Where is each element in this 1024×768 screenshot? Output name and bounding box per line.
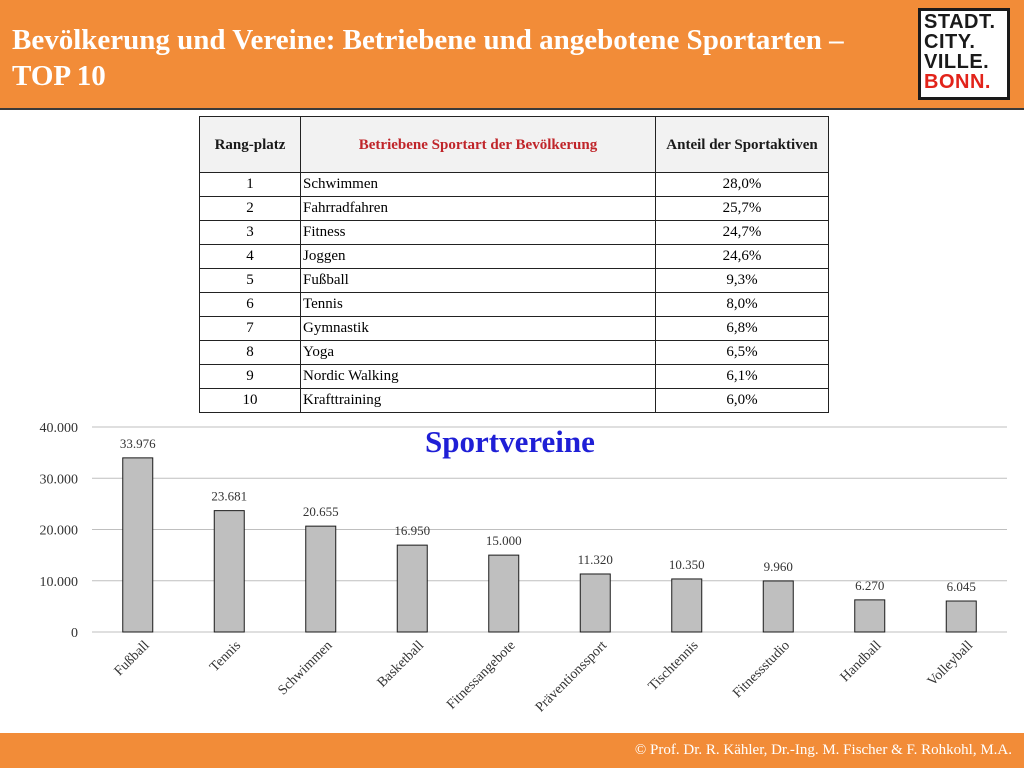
y-tick-label: 40.000 <box>39 421 78 436</box>
logo-line-3: VILLE. <box>924 51 990 73</box>
sport-cell: Krafttraining <box>301 389 656 413</box>
sport-cell: Nordic Walking <box>301 365 656 389</box>
table-row <box>200 197 829 221</box>
sport-cell: Fußball <box>301 269 656 293</box>
y-tick-label: 20.000 <box>39 523 78 539</box>
col-header-share: Anteil der Sportaktiven <box>656 117 829 173</box>
share-cell: 6,8% <box>656 317 829 341</box>
data-label: 6.270 <box>855 577 885 593</box>
x-tick-label: Tennis <box>207 638 245 676</box>
rank-cell: 1 <box>200 173 301 197</box>
x-tick-label: Fußball <box>111 638 153 680</box>
sport-cell: Gymnastik <box>301 317 656 341</box>
sport-cell: Schwimmen <box>301 173 656 197</box>
sport-cell: Fahrradfahren <box>301 197 656 221</box>
share-cell: 8,0% <box>656 293 829 317</box>
table-header-row <box>200 117 829 173</box>
table-row <box>200 245 829 269</box>
bar <box>214 511 244 632</box>
sport-cell: Joggen <box>301 245 656 269</box>
sport-cell: Yoga <box>301 341 656 365</box>
header-bar <box>0 0 1024 110</box>
rank-cell: 5 <box>200 269 301 293</box>
x-tick-label: Fitnessangebote <box>444 638 519 713</box>
data-label: 33.976 <box>119 435 156 451</box>
share-cell: 6,5% <box>656 341 829 365</box>
bar <box>580 574 610 632</box>
x-tick-label: Volleyball <box>924 638 977 690</box>
x-tick-label: Präventionssport <box>532 638 611 716</box>
share-cell: 9,3% <box>656 269 829 293</box>
table-row <box>200 365 829 389</box>
col-header-rank: Rang-platz <box>200 117 301 173</box>
bar <box>855 600 885 632</box>
bar <box>123 458 153 632</box>
table-row <box>200 269 829 293</box>
bar <box>397 545 427 632</box>
bar <box>489 555 519 632</box>
share-cell: 24,6% <box>656 245 829 269</box>
share-cell: 6,1% <box>656 365 829 389</box>
chart-title: Sportvereine <box>425 424 595 459</box>
bar <box>672 579 702 632</box>
table-row <box>200 293 829 317</box>
table-row <box>200 389 829 413</box>
logo-line-4: BONN. <box>924 71 991 93</box>
bonn-logo <box>918 8 1010 100</box>
copyright-text: © Prof. Dr. R. Kähler, Dr.-Ing. M. Fischer & F. Rohkohl, M.A. <box>634 742 1012 758</box>
data-label: 16.950 <box>394 523 431 539</box>
share-cell: 25,7% <box>656 197 829 221</box>
logo-line-2: CITY. <box>924 31 976 53</box>
data-label: 23.681 <box>211 488 248 504</box>
data-label: 11.320 <box>577 551 613 567</box>
share-cell: 28,0% <box>656 173 829 197</box>
x-tick-label: Basketball <box>374 638 428 691</box>
col-header-sport: Betriebene Sportart der Bevölkerung <box>301 117 656 173</box>
y-tick-label: 30.000 <box>39 472 78 488</box>
y-tick-label: 0 <box>71 626 78 641</box>
bar <box>946 601 976 632</box>
rank-cell: 10 <box>200 389 301 413</box>
x-tick-label: Handball <box>837 638 885 686</box>
data-label: 15.000 <box>485 533 522 549</box>
data-label: 9.960 <box>763 558 793 574</box>
x-tick-label: Schwimmen <box>275 638 336 699</box>
slide-title: Bevölkerung und Vereine: Betriebene und angebotene Sportarten – TOP 10 <box>12 24 844 92</box>
x-tick-label: Tischtennis <box>645 638 702 695</box>
share-cell: 6,0% <box>656 389 829 413</box>
x-tick-label: Fitnessstudio <box>730 638 794 702</box>
sportvereine-bar-chart <box>0 415 1024 733</box>
rank-cell: 2 <box>200 197 301 221</box>
rank-cell: 7 <box>200 317 301 341</box>
logo-line-1: STADT. <box>924 11 996 33</box>
footer-bar <box>0 733 1024 768</box>
share-cell: 24,7% <box>656 221 829 245</box>
sport-cell: Tennis <box>301 293 656 317</box>
data-label: 6.045 <box>946 579 976 595</box>
data-label: 20.655 <box>302 504 339 520</box>
rank-cell: 9 <box>200 365 301 389</box>
rank-cell: 6 <box>200 293 301 317</box>
table-row <box>200 173 829 197</box>
bar <box>763 581 793 632</box>
rank-cell: 4 <box>200 245 301 269</box>
y-tick-label: 10.000 <box>39 574 78 590</box>
table-row <box>200 341 829 365</box>
sport-cell: Fitness <box>301 221 656 245</box>
table-row <box>200 317 829 341</box>
table-row <box>200 221 829 245</box>
bar <box>306 526 336 632</box>
data-label: 10.350 <box>668 556 705 572</box>
rank-cell: 8 <box>200 341 301 365</box>
ranking-table <box>199 116 829 413</box>
rank-cell: 3 <box>200 221 301 245</box>
